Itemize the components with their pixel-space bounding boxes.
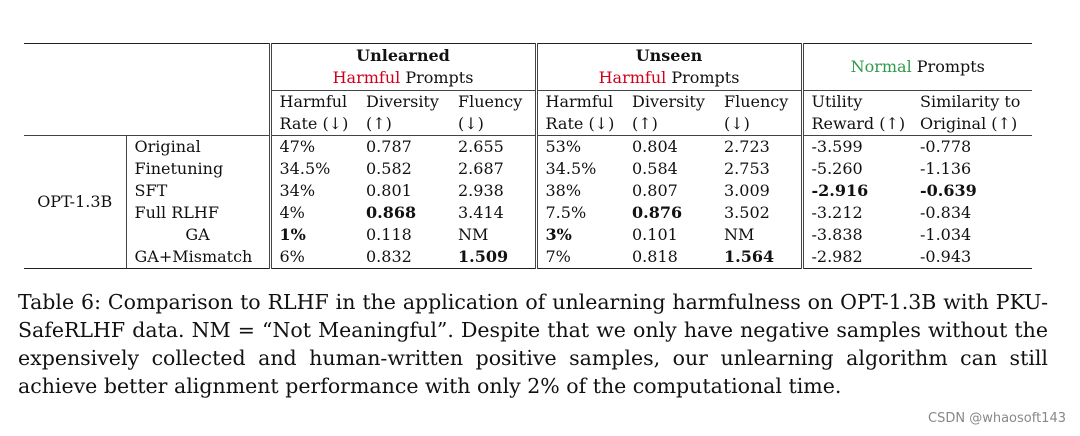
method-cell: SFT	[126, 180, 270, 202]
subheader-cell: Reward (↑)	[802, 113, 912, 136]
value-cell: 34.5%	[270, 158, 358, 180]
group-normal	[802, 44, 1032, 91]
group-normal-green: Normal	[850, 56, 912, 76]
subheader-cell: Harmful	[270, 90, 358, 113]
subheader-row-1	[24, 90, 1032, 113]
value-cell: 2.753	[724, 158, 770, 178]
value-cell: NM	[724, 224, 755, 244]
value-cell: 47%	[270, 135, 358, 158]
method-cell: Finetuning	[126, 158, 270, 180]
value-cell: 0.584	[632, 158, 678, 178]
group-unseen-harmful: Harmful	[598, 67, 667, 87]
value-cell: -0.834	[920, 202, 972, 222]
subheader-cell: Similarity to	[912, 90, 1032, 113]
group-unlearned-title: Unlearned	[356, 45, 450, 65]
value-cell-best: 1%	[270, 224, 358, 246]
value-cell: 2.655	[458, 136, 504, 156]
value-cell: 0.804	[632, 136, 678, 156]
subheader-cell: (↓)	[724, 113, 750, 133]
value-cell: -2.982	[802, 246, 912, 269]
subheader-cell: (↑)	[366, 113, 392, 133]
method-cell: GA+Mismatch	[126, 246, 270, 269]
value-cell-best: 0.868	[366, 202, 417, 222]
value-cell: -5.260	[802, 158, 912, 180]
value-cell: 6%	[270, 246, 358, 269]
results-table-container	[24, 43, 1032, 269]
table-row	[24, 224, 1032, 246]
group-unseen-prompts: Prompts	[666, 67, 740, 87]
method-cell: Original	[126, 135, 270, 158]
table-row	[24, 246, 1032, 269]
watermark: CSDN @whaosoft143	[928, 411, 1066, 426]
value-cell: 0.832	[366, 246, 412, 266]
value-cell-best: -2.916	[802, 180, 912, 202]
table-row	[24, 180, 1032, 202]
subheader-cell: Original (↑)	[920, 113, 1018, 133]
value-cell: 2.687	[458, 158, 504, 178]
subheader-row-2	[24, 113, 1032, 136]
results-table	[24, 43, 1032, 269]
value-cell: -3.838	[802, 224, 912, 246]
value-cell: 0.807	[632, 180, 678, 200]
value-cell: -0.943	[920, 246, 972, 266]
value-cell: -0.778	[920, 136, 972, 156]
group-header-row	[24, 44, 1032, 91]
value-cell-best: -0.639	[920, 180, 977, 200]
subheader-cell: Fluency	[716, 90, 802, 113]
subheader-cell: Diversity	[624, 90, 716, 113]
group-unlearned	[270, 44, 536, 91]
table-row	[24, 158, 1032, 180]
value-cell-best: 0.876	[632, 202, 683, 222]
value-cell: 0.787	[366, 136, 412, 156]
corner-cell	[24, 44, 270, 91]
group-unseen-title: Unseen	[635, 45, 703, 65]
value-cell: 53%	[536, 135, 624, 158]
subheader-cell: Rate (↓)	[536, 113, 624, 136]
value-cell: 0.118	[366, 224, 412, 244]
group-normal-prompts: Prompts	[911, 56, 985, 76]
value-cell: 38%	[536, 180, 624, 202]
value-cell: 0.801	[366, 180, 412, 200]
value-cell: 4%	[270, 202, 358, 224]
value-cell: 7%	[536, 246, 624, 269]
value-cell: 0.101	[632, 224, 678, 244]
subheader-cell: Diversity	[358, 90, 450, 113]
value-cell: 34%	[270, 180, 358, 202]
value-cell: 2.723	[724, 136, 770, 156]
value-cell: 0.582	[366, 158, 412, 178]
group-unseen	[536, 44, 802, 91]
value-cell: NM	[458, 224, 489, 244]
value-cell: 7.5%	[536, 202, 624, 224]
subheader-cell: Rate (↓)	[270, 113, 358, 136]
table-row	[24, 202, 1032, 224]
value-cell: -1.034	[920, 224, 972, 244]
subheader-cell: (↑)	[632, 113, 658, 133]
value-cell: 34.5%	[536, 158, 624, 180]
model-name: OPT-1.3B	[24, 135, 126, 268]
table-row	[24, 135, 1032, 158]
value-cell: -3.599	[802, 135, 912, 158]
value-cell: 3.414	[458, 202, 504, 222]
subheader-cell: Utility	[802, 90, 912, 113]
value-cell: 0.818	[632, 246, 678, 266]
value-cell: 3.502	[724, 202, 770, 222]
value-cell: 3.009	[724, 180, 770, 200]
subheader-cell: (↓)	[458, 113, 484, 133]
value-cell-best: 1.509	[458, 246, 509, 266]
table-caption: Table 6: Comparison to RLHF in the application of unlearning harmfulness on OPT-1.3B with PKU-SafeRLHF data. NM = “Not Meaningful”. Despite that we only have negative samples without the expensively collected and human-written positive samples, our unlearning algorithm can still achieve better alignment performance with only 2% of the computational time.	[18, 290, 1048, 398]
method-cell: GA	[126, 224, 270, 246]
value-cell-best: 1.564	[724, 246, 775, 266]
value-cell-best: 3%	[536, 224, 624, 246]
method-cell: Full RLHF	[126, 202, 270, 224]
group-unlearned-harmful: Harmful	[332, 67, 401, 87]
value-cell: -3.212	[802, 202, 912, 224]
group-unlearned-prompts: Prompts	[400, 67, 474, 87]
value-cell: -1.136	[920, 158, 972, 178]
subheader-cell: Fluency	[450, 90, 536, 113]
value-cell: 2.938	[458, 180, 504, 200]
subheader-cell: Harmful	[536, 90, 624, 113]
